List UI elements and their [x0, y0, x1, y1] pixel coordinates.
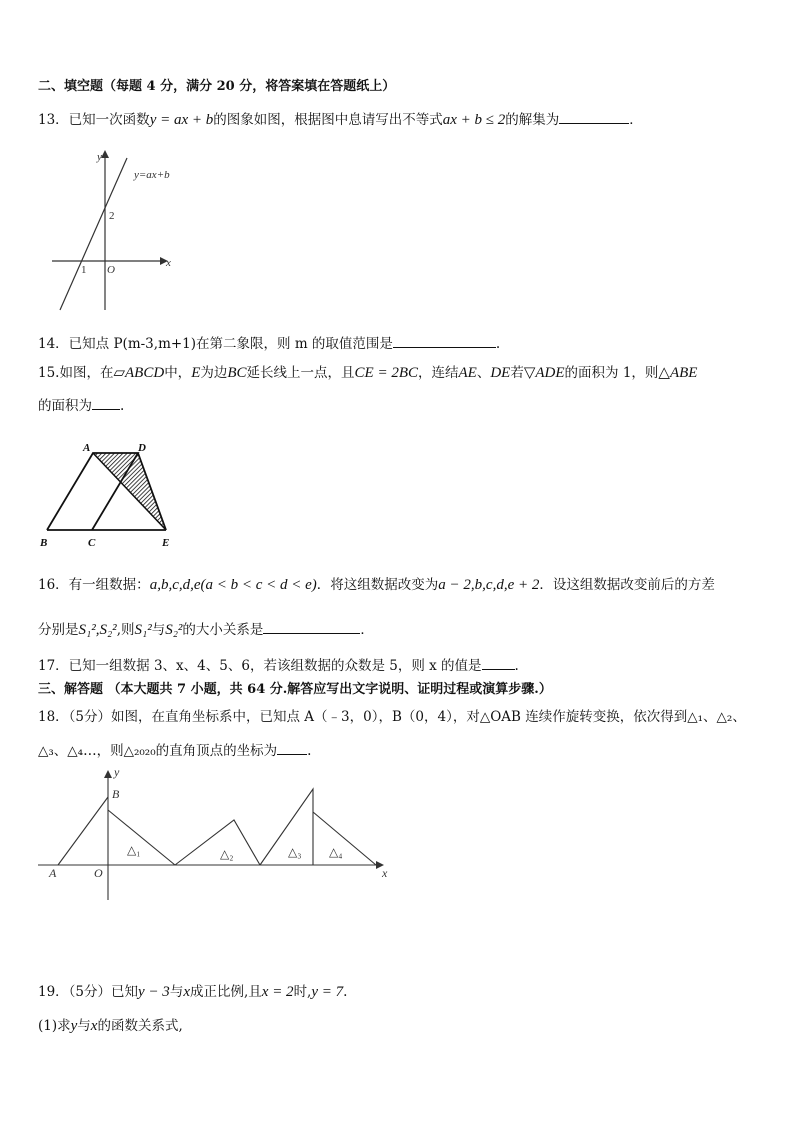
q18-triangle-2-label: △₂	[220, 847, 234, 861]
q15-end: .	[120, 398, 125, 414]
q18-figure	[30, 765, 400, 905]
q16-text-3: ．设这组数据改变前后的方差	[539, 577, 715, 593]
q16-variances: S₁²,S₂²	[78, 622, 117, 638]
q16-data-2: a − 2,b,c,d,e + 2	[438, 577, 540, 593]
q13-prefix: 13．已知一次函数	[38, 112, 150, 128]
q15-e: E	[191, 365, 201, 381]
q15-text-4: 延长线上一点，且	[246, 365, 355, 381]
q15-de: DE	[490, 365, 511, 381]
q19-sub1-text-a: (1)求	[38, 1018, 71, 1034]
q19-text-3: 成正比例,且	[189, 984, 262, 1000]
q17-text: 17．已知一组数据 3、x、4、5、6，若该组数据的众数是 5，则 x 的值是	[38, 658, 482, 674]
q15-label-e: E	[162, 537, 170, 549]
q13-mid: 的图象如图，根据图中息请写出不等式	[213, 112, 443, 128]
q16-s2: S₂²	[165, 622, 183, 638]
q15-label-b: B	[40, 537, 48, 549]
q18-x-label: x	[382, 866, 388, 880]
q19-sub1-text-c: 的函数关系式,	[97, 1018, 183, 1034]
q18-triangle-1-label: △₁	[127, 843, 141, 857]
question-18-line-2	[38, 740, 311, 760]
q19-cond1: x = 2	[261, 984, 294, 1000]
q17-answer-blank[interactable]	[482, 655, 515, 670]
q19-sub1-x: x	[90, 1018, 98, 1034]
q19-x: x	[183, 984, 190, 1000]
q16-text-2: ．将这组数据改变为	[316, 577, 439, 593]
q19-text-2: 与	[169, 984, 184, 1000]
q15-label-d: D	[138, 442, 146, 454]
q18-line2: △₃、△₄…，则△₂₀₂₀的直角顶点的坐标为	[38, 743, 278, 759]
q15-figure	[38, 440, 178, 550]
q19-text-4: 时,	[293, 984, 312, 1000]
q15-answer-blank[interactable]	[92, 395, 120, 410]
q15-text-8: 的面积为 1，则	[564, 365, 659, 381]
question-19-part-1	[38, 1017, 183, 1035]
question-18	[38, 708, 746, 726]
q13-x-intercept-label: 1	[81, 264, 87, 276]
q15-ae: AE	[458, 365, 477, 381]
q15-text-2: 中，	[164, 365, 192, 381]
q15-line2-text: 的面积为	[38, 398, 92, 414]
q13-function: y = ax + b	[149, 112, 214, 128]
y-axis-arrow-icon	[104, 770, 112, 778]
q13-origin-label: O	[107, 264, 115, 276]
q15-label-a: A	[83, 442, 91, 454]
q15-ce: CE = 2BC	[354, 365, 418, 381]
q19-sub1-y: y	[70, 1018, 78, 1034]
q19-sub1-text-b: 与	[77, 1018, 91, 1034]
q18-b-label: B	[112, 787, 120, 801]
question-19	[38, 983, 347, 1001]
q13-graph	[50, 148, 190, 318]
question-16-line-2	[38, 619, 374, 639]
q13-end: ．	[629, 112, 643, 128]
q18-y-label: y	[114, 765, 120, 779]
question-13	[38, 109, 643, 129]
section-heading-solutions: 三、解答题 （本大题共 7 小题，共 64 分.解答应写出文字说明、证明过程或演算步骤.）	[38, 682, 552, 697]
q16-line2-b: ,则	[116, 622, 135, 638]
q18-triangle-3-label: △₃	[288, 845, 302, 859]
question-14	[38, 333, 500, 353]
q19-end: .	[343, 984, 348, 1000]
q14-text: 14．已知点 P(m-3,m+1)在第二象限，则 m 的取值范围是	[38, 336, 393, 352]
q13-suffix: 的解集为	[505, 112, 560, 128]
q15-abe: △ABE	[658, 365, 698, 381]
question-17	[38, 655, 519, 675]
q16-end: ．	[360, 622, 374, 638]
q16-data: a,b,c,d,e(a < b < c < d < e)	[149, 577, 317, 593]
q14-answer-blank[interactable]	[393, 333, 496, 348]
q13-x-axis-label: x	[166, 257, 171, 269]
q16-s1: S₁²	[134, 622, 152, 638]
q16-text-1: 16．有一组数据：	[38, 577, 150, 593]
q16-line2-d: 的大小关系是	[182, 622, 264, 638]
q13-inequality: ax + b ≤ 2	[442, 112, 506, 128]
q18-a-label: A	[49, 866, 57, 880]
q15-text-5: ，连结	[418, 365, 459, 381]
question-15-line-2	[38, 395, 124, 415]
q18-o-label: O	[94, 866, 103, 880]
question-15	[38, 364, 697, 382]
q17-end: .	[514, 658, 519, 674]
q19-cond2: y = 7	[311, 984, 344, 1000]
section-heading-fill-in: 二、填空题（每题 4 分，满分 20 分，将答案填在答题纸上）	[38, 79, 396, 94]
q16-line2-a: 分别是	[38, 622, 79, 638]
question-16	[38, 576, 715, 594]
q15-text-1: 15.如图，在	[38, 365, 114, 381]
q18-triangle-4-label: △₄	[329, 845, 343, 859]
q13-answer-blank[interactable]	[559, 109, 629, 124]
q16-answer-blank[interactable]	[263, 619, 360, 634]
q19-text-1: 19．（5分）已知	[38, 984, 139, 1000]
y-axis-arrow-icon	[101, 150, 109, 158]
q15-bc: BC	[227, 365, 247, 381]
q13-y-intercept-label: 2	[109, 210, 115, 222]
q15-abcd: ▱ABCD	[113, 365, 165, 381]
q15-text-3: 为边	[200, 365, 228, 381]
q16-line2-c: 与	[151, 622, 166, 638]
q15-ade: ▽ADE	[523, 365, 565, 381]
q18-end: .	[307, 743, 312, 759]
q15-text-7: 若	[510, 365, 524, 381]
q13-line-label: y=ax+b	[134, 169, 170, 181]
q15-label-c: C	[88, 537, 96, 549]
q13-y-axis-label: y	[97, 151, 102, 163]
q15-text-6: 、	[476, 365, 491, 381]
q18-answer-blank[interactable]	[277, 740, 307, 755]
q14-end: .	[495, 336, 501, 352]
q19-expr: y − 3	[138, 984, 170, 1000]
q18-line1: 18．（5分）如图，在直角坐标系中，已知点 A（﹣3，0），B（0，4），对△OAB 连续作旋转变换，依次得到△₁、△₂、	[38, 709, 746, 725]
